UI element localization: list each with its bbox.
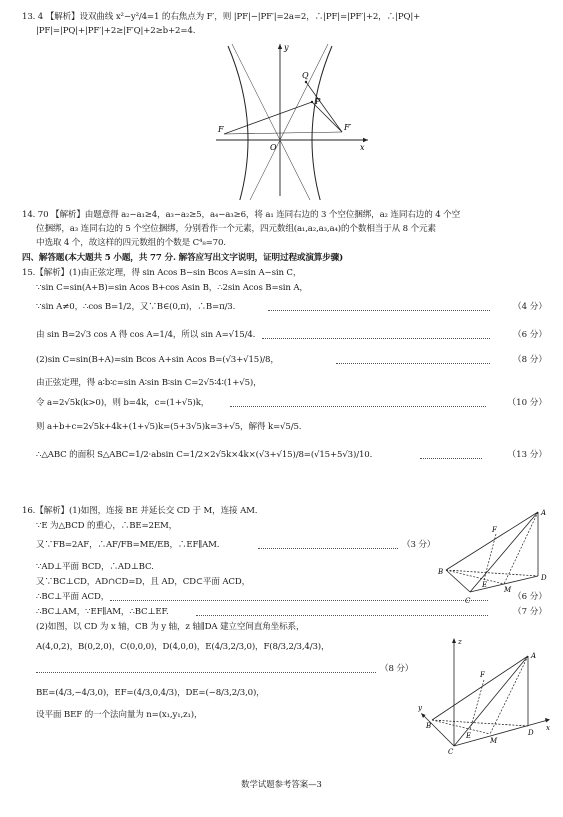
tetrahedron-figure-1 <box>438 508 550 608</box>
fig13-label-o: O <box>270 143 277 152</box>
p16-line3: 又∵FB=2AF，∴AF/FB=ME/EB，∴EF∥AM. <box>36 540 220 550</box>
score-4: （4 分） <box>513 302 547 312</box>
p15-line2: ∵sin C=sin(A+B)=sin Acos B+cos Asin B，∴2sin Acos B=sin A， <box>36 283 308 293</box>
p16-line7: ∴BC⊥AM，∵EF∥AM，∴BC⊥EF. <box>36 607 169 617</box>
score-7: （7 分） <box>513 607 547 617</box>
fig13-label-f: F <box>218 125 224 134</box>
leader-dots <box>262 338 490 339</box>
score-3: （3 分） <box>402 540 436 550</box>
fig13-label-y: y <box>284 43 289 52</box>
fig16b-label-e: E <box>466 732 472 740</box>
p15-line6: 由正弦定理，得 a∶b∶c=sin A∶sin B∶sin C=2√5∶4∶(1+√5)， <box>36 378 262 388</box>
fig16b-label-c: C <box>448 748 454 754</box>
leader-dots <box>110 600 488 601</box>
p13-line2: |PF|=|PQ|+|PF′|+2≥|F′Q|+2≥b+2=4. <box>36 26 196 36</box>
fig13-label-q: Q <box>302 71 309 80</box>
fig16b-label-z: z <box>458 638 462 646</box>
fig13-label-f-prime: F′ <box>344 123 352 132</box>
fig16b-label-d: D <box>528 729 534 737</box>
hyperbola-figure <box>212 40 372 200</box>
fig16b-label-b: B <box>426 722 432 730</box>
leader-dots <box>196 615 488 616</box>
leader-dots <box>336 363 490 364</box>
p16-line12: 设平面 BEF 的一个法向量为 n=(x₁,y₁,z₁)， <box>36 710 203 720</box>
leader-dots <box>36 672 376 673</box>
p16-line1: 16.【解析】(1)如图，连接 BE 并延长交 CD 于 M，连接 AM. <box>22 506 258 516</box>
leader-dots <box>258 548 398 549</box>
p16-line2: ∵E 为△BCD 的重心，∴BE=2EM， <box>36 521 178 531</box>
p15-line7: 令 a=2√5k(k>0)，则 b=4k，c=(1+√5)k， <box>36 398 210 408</box>
score-6: （6 分） <box>513 330 547 340</box>
fig16b-label-y: y <box>418 704 422 712</box>
p15-line3: ∵sin A≠0，∴cos B=1/2，又∵B∈(0,π)，∴B=π/3. <box>36 302 236 312</box>
fig16b-label-a: A <box>531 652 537 660</box>
fig16a-label-a: A <box>541 509 547 517</box>
page-footer: 数学试题参考答案—3 <box>241 779 322 789</box>
p16-line5: 又∵BC⊥CD，AD∩CD=D，且 AD，CD⊂平面 ACD， <box>36 577 251 587</box>
score-8b: （8 分） <box>380 664 414 674</box>
fig16a-label-e: E <box>482 581 488 589</box>
leader-dots <box>420 458 482 459</box>
p14-line1: 14. 70 【解析】由题意得 a₂−a₁≥4，a₃−a₂≥5，a₄−a₃≥6，将 a₁ 连同右边的 3 个空位捆绑，a₂ 连同右边的 4 个空 <box>22 210 461 220</box>
p16-line6: ∴BC⊥平面 ACD， <box>36 592 110 602</box>
p14-line2: 位捆绑，a₃ 连同右边的 5 个空位捆绑，分别看作一个元素，四元数组(a₁,a₂,a₃,a₄)的个数相当于从 8 个元素 <box>36 224 436 234</box>
p16-line9: A(4,0,2)，B(0,2,0)，C(0,0,0)，D(4,0,0)，E(4/3,2/3,0)，F(8/3,2/3,4/3)， <box>36 642 330 652</box>
leader-dots <box>268 310 490 311</box>
score-6b: （6 分） <box>513 592 547 602</box>
score-13: （13 分） <box>507 450 547 460</box>
fig16b-label-f: F <box>480 671 485 679</box>
fig16a-label-b: B <box>438 568 444 576</box>
fig16b-label-x: x <box>546 724 550 732</box>
p16-line8: (2)如图，以 CD 为 x 轴，CB 为 y 轴，z 轴∥DA 建立空间直角坐标系， <box>36 622 305 632</box>
fig13-label-x: x <box>360 143 365 152</box>
tetrahedron-figure-2 <box>418 634 554 754</box>
p16-line11: BE=(4/3,−4/3,0)，EF=(4/3,0,4/3)，DE=(−8/3,2/3,0)， <box>36 688 265 698</box>
p14-line3: 中选取 4 个，故这样的四元数组的个数是 C⁴₈=70. <box>36 238 226 248</box>
fig16a-label-f: F <box>492 526 497 534</box>
fig13-label-p: P <box>315 97 321 106</box>
fig16a-label-m: M <box>504 586 512 594</box>
fig16a-label-c: C <box>465 597 471 605</box>
p15-line5: (2)sin C=sin(B+A)=sin Bcos A+sin Acos B=(√3+√15)/8， <box>36 355 279 365</box>
section-heading: 四、解答题(本大题共 5 小题，共 77 分. 解答应写出文字说明，证明过程或演算步骤) <box>22 253 344 263</box>
p16-line4: ∵AD⊥平面 BCD，∴AD⊥BC. <box>36 562 154 572</box>
p15-line4: 由 sin B=2√3 cos A 得 cos A=1/4，所以 sin A=√15/4. <box>36 330 256 340</box>
p15-line9: ∴△ABC 的面积 S△ABC=1/2·absin C=1/2×2√5k×4k×(√3+√15)/8=(√15+5√3)/10. <box>36 450 373 460</box>
score-8: （8 分） <box>513 355 547 365</box>
p15-line1: 15.【解析】(1)由正弦定理，得 sin Acos B−sin Bcos A=sin A−sin C， <box>22 268 302 278</box>
fig16a-label-d: D <box>541 574 547 582</box>
p13-line1: 13. 4 【解析】设双曲线 x²−y²/4=1 的右焦点为 F′，则 |PF|−|PF′|=2a=2，∴|PF|=|PF′|+2，∴|PQ|+ <box>22 12 421 22</box>
score-10: （10 分） <box>507 398 547 408</box>
leader-dots <box>230 406 486 407</box>
p15-line8: 则 a+b+c=2√5k+4k+(1+√5)k=(5+3√5)k=3+√5，解得 k=√5/5. <box>36 422 302 432</box>
fig16b-label-m: M <box>490 737 498 745</box>
